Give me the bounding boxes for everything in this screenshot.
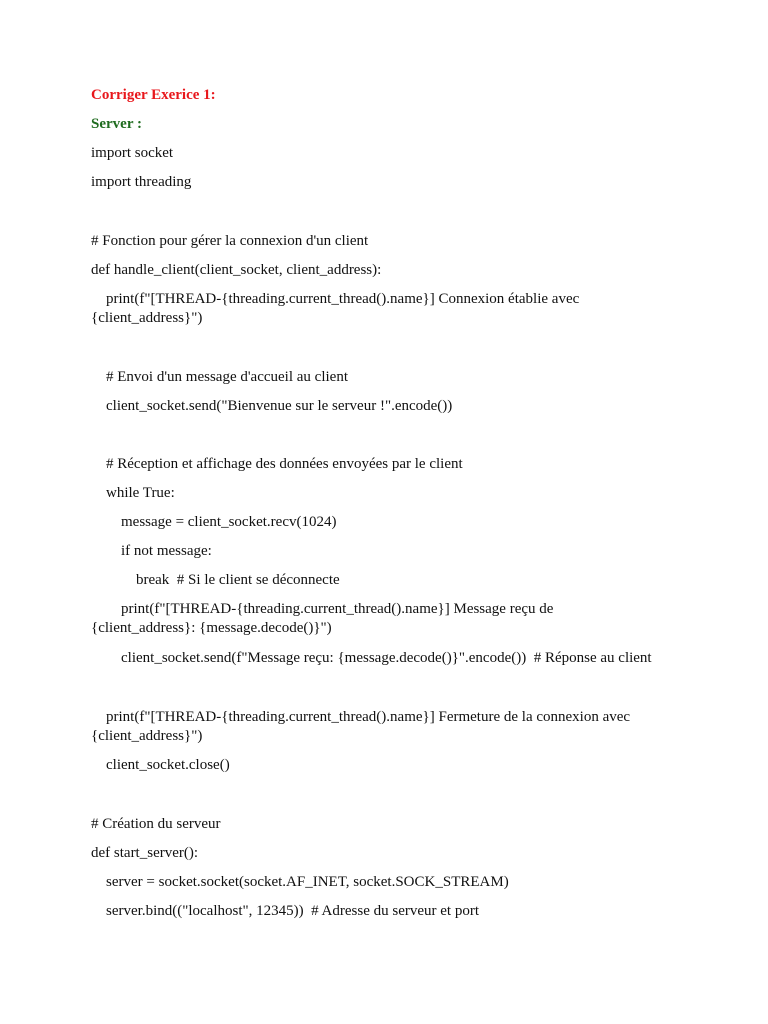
code-line: def handle_client(client_socket, client_address): — [91, 262, 382, 278]
code-comment: # Envoi d'un message d'accueil au client — [91, 369, 348, 385]
code-line: print(f"[THREAD-{threading.current_thread().name}] Message reçu de — [91, 601, 554, 617]
code-line-continuation: {client_address}") — [91, 310, 203, 326]
code-line: break # Si le client se déconnecte — [91, 572, 340, 588]
code-line: client_socket.send("Bienvenue sur le serveur !".encode()) — [91, 398, 453, 414]
code-line: import threading — [91, 174, 192, 190]
code-line: client_socket.send(f"Message reçu: {message.decode()}".encode()) # Réponse au client — [91, 650, 652, 666]
code-line: print(f"[THREAD-{threading.current_thread().name}] Fermeture de la connexion avec — [91, 709, 631, 725]
code-comment: # Réception et affichage des données envoyées par le client — [91, 456, 463, 472]
code-line: print(f"[THREAD-{threading.current_thread().name}] Connexion établie avec — [91, 291, 580, 307]
code-line: client_socket.close() — [91, 757, 230, 773]
document-title: Corriger Exerice 1: — [91, 87, 216, 103]
code-line: message = client_socket.recv(1024) — [91, 514, 337, 530]
code-line: server = socket.socket(socket.AF_INET, socket.SOCK_STREAM) — [91, 874, 509, 890]
code-line: while True: — [91, 485, 175, 501]
code-line: server.bind(("localhost", 12345)) # Adresse du serveur et port — [91, 903, 479, 919]
code-comment: # Fonction pour gérer la connexion d'un client — [91, 233, 369, 249]
code-line-continuation: {client_address}: {message.decode()}") — [91, 620, 332, 636]
code-line: def start_server(): — [91, 845, 199, 861]
code-comment: # Création du serveur — [91, 816, 221, 832]
code-line-continuation: {client_address}") — [91, 728, 203, 744]
code-line: if not message: — [91, 543, 212, 559]
code-line: import socket — [91, 145, 174, 161]
section-heading-server: Server : — [91, 116, 142, 132]
